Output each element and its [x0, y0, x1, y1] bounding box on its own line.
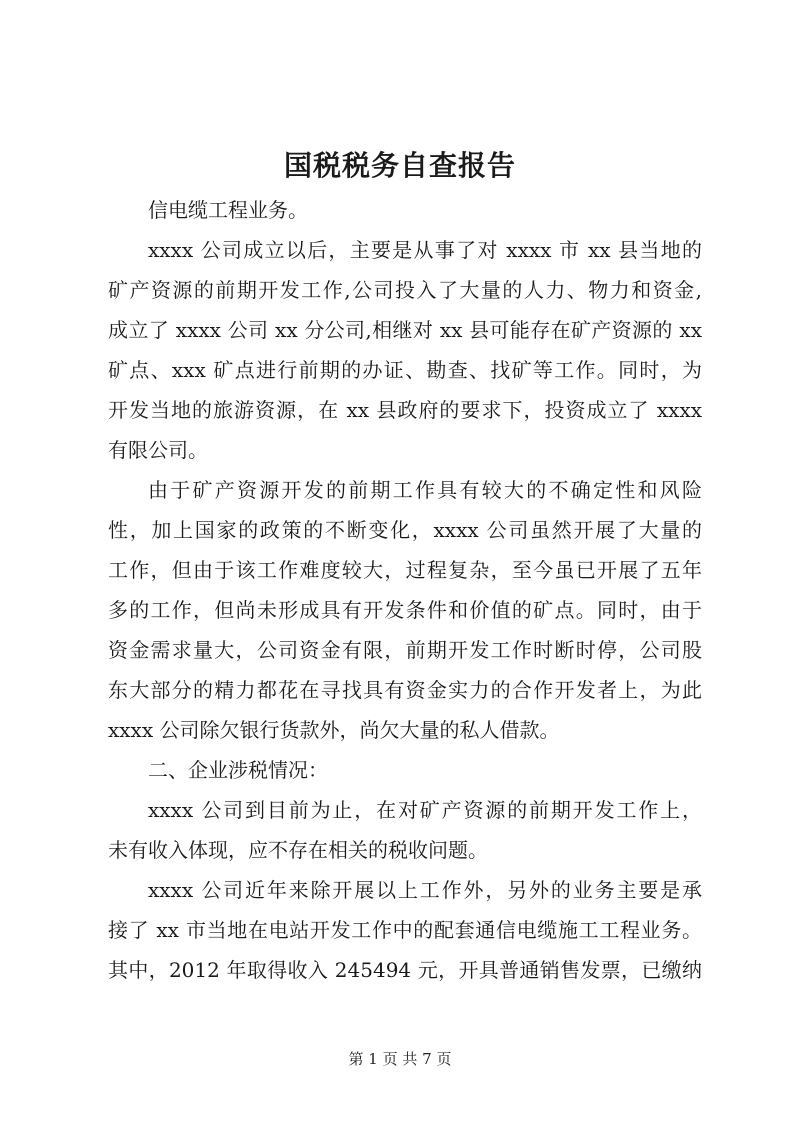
- paragraph-line: 开发当地的旅游资源，在 xx 县政府的要求下，投资成立了 xxxx: [108, 398, 702, 422]
- paragraph-line: 东大部分的精力都花在寻找具有资金实力的合作开发者上，为此: [108, 678, 702, 702]
- paragraph-line: 由于矿产资源开发的前期工作具有较大的不确定性和风险: [148, 478, 702, 502]
- paragraph-line: xxxx 公司除欠银行货款外，尚欠大量的私人借款。: [108, 718, 560, 742]
- paragraph-line: 多的工作，但尚未形成具有开发条件和价值的矿点。同时，由于: [108, 598, 702, 622]
- paragraph-line: 资金需求量大，公司资金有限，前期开发工作时断时停，公司股: [108, 638, 702, 662]
- paragraph-line: xxxx 公司成立以后，主要是从事了对 xxxx 市 xx 县当地的: [148, 238, 702, 262]
- paragraph-line: 其中，2012 年取得收入 245494 元，开具普通销售发票，已缴纳: [108, 958, 702, 982]
- paragraph-line: 工作，但由于该工作难度较大，过程复杂，至今虽已开展了五年: [108, 558, 702, 582]
- paragraph-line: 未有收入体现，应不存在相关的税收问题。: [108, 838, 488, 862]
- paragraph-line: 接了 xx 市当地在电站开发工作中的配套通信电缆施工工程业务。: [108, 918, 702, 942]
- paragraph-line: 成立了 xxxx 公司 xx 分公司,相继对 xx 县可能存在矿产资源的 xx: [108, 318, 702, 342]
- page-number: 第 1 页 共 7 页: [348, 1050, 452, 1068]
- paragraph-line: xxxx 公司近年来除开展以上工作外，另外的业务主要是承: [148, 878, 702, 902]
- paragraph-line: 矿产资源的前期开发工作,公司投入了大量的人力、物力和资金,: [108, 278, 702, 302]
- paragraph-line: 信电缆工程业务。: [148, 198, 308, 222]
- paragraph-line: 性，加上国家的政策的不断变化，xxxx 公司虽然开展了大量的: [108, 518, 702, 542]
- paragraph-line: 有限公司。: [108, 438, 208, 462]
- paragraph-line: 矿点、xxx 矿点进行前期的办证、勘查、找矿等工作。同时，为: [108, 358, 702, 382]
- paragraph-line: xxxx 公司到目前为止，在对矿产资源的前期开发工作上，: [148, 798, 702, 822]
- page-title: 国税税务自查报告: [283, 149, 516, 182]
- section-heading: 二、企业涉税情况：: [148, 758, 328, 782]
